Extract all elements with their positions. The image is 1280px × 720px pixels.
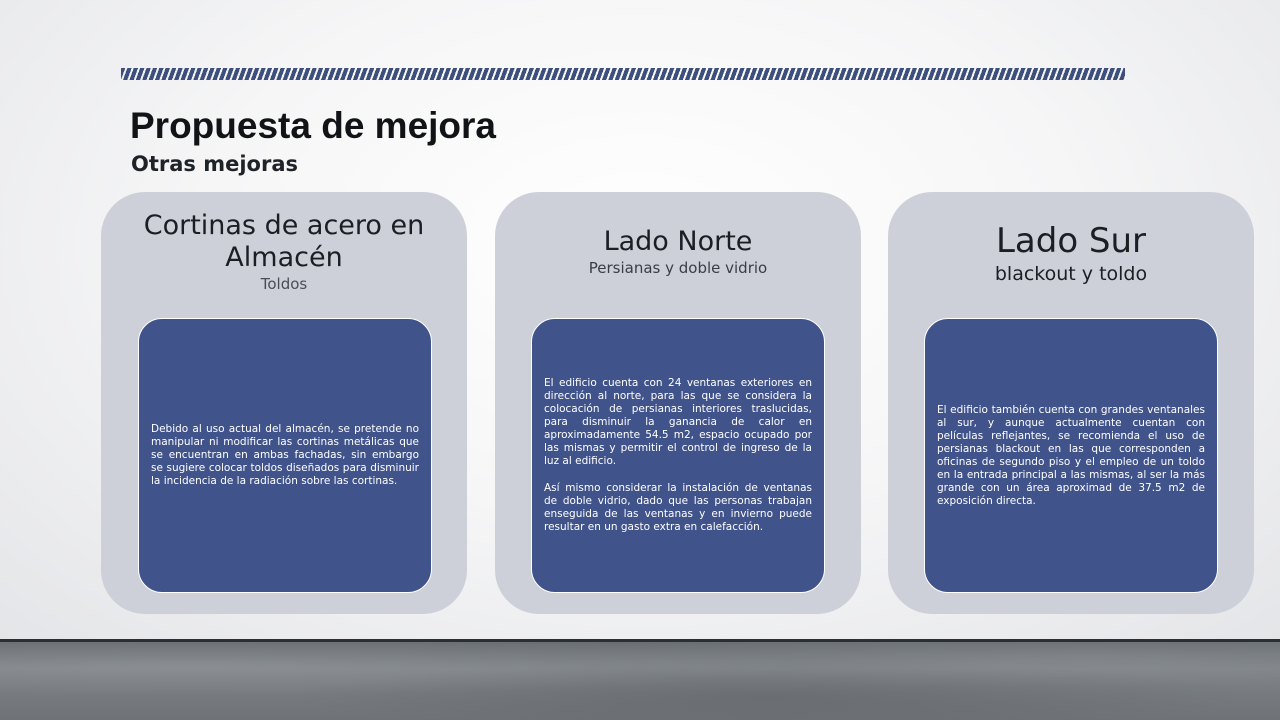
decorative-hatch-bar xyxy=(121,68,1125,80)
card-header xyxy=(101,210,467,294)
card-south-side xyxy=(888,192,1254,614)
card-paragraph: El edificio también cuenta con grandes ventanales al sur, y aunque actualmente cuentan con películas reflejantes, se recomienda el uso de persianas blackout en las que corresponden a oficinas de segundo piso y el empleo de un toldo en la entrada principal a las mismas, al ser la más grande con un área aproximad de 37.5 m2 de exposición directa. xyxy=(937,403,1205,507)
card-paragraph: Así mismo considerar la instalación de ventanas de doble vidrio, dado que las personas trabajan enseguida de las ventanas y en invierno puede resultar en un gasto extra en calefacción. xyxy=(544,482,812,533)
card-subtitle: Toldos xyxy=(260,275,308,293)
card-paragraph: Debido al uso actual del almacén, se pretende no manipular ni modificar las cortinas metálicas que se encuentran en ambas fachadas, sin embargo se sugiere colocar toldos diseñados para disminuir la incidencia de la radiación sobre las cortinas. xyxy=(151,423,419,487)
card-body xyxy=(138,318,432,593)
slide-title: Propuesta de mejora xyxy=(130,105,497,146)
card-title: Lado Norte xyxy=(603,226,753,257)
slide-subtitle: Otras mejoras xyxy=(131,152,299,176)
card-steel-curtains xyxy=(101,192,467,614)
card-body xyxy=(924,318,1218,593)
card-paragraph: El edificio cuenta con 24 ventanas exteriores en dirección al norte, para las que se considera la colocación de persianas interiores traslucidas, para disminuir la ganancia de calor en aproximadamente 54.5 m2, espacio ocupado por las mismas y permitir el control de ingreso de la luz al edificio. xyxy=(544,377,812,467)
floor-divider xyxy=(0,639,1280,642)
card-body xyxy=(531,318,825,593)
card-title: Lado Sur xyxy=(995,221,1147,261)
card-header xyxy=(888,220,1254,286)
card-subtitle: blackout y toldo xyxy=(994,263,1148,285)
card-subtitle: Persianas y doble vidrio xyxy=(588,259,768,277)
card-header xyxy=(495,226,861,278)
card-north-side xyxy=(495,192,861,614)
card-title: Cortinas de acero en Almacén xyxy=(143,210,425,273)
floor-texture xyxy=(0,641,1280,720)
